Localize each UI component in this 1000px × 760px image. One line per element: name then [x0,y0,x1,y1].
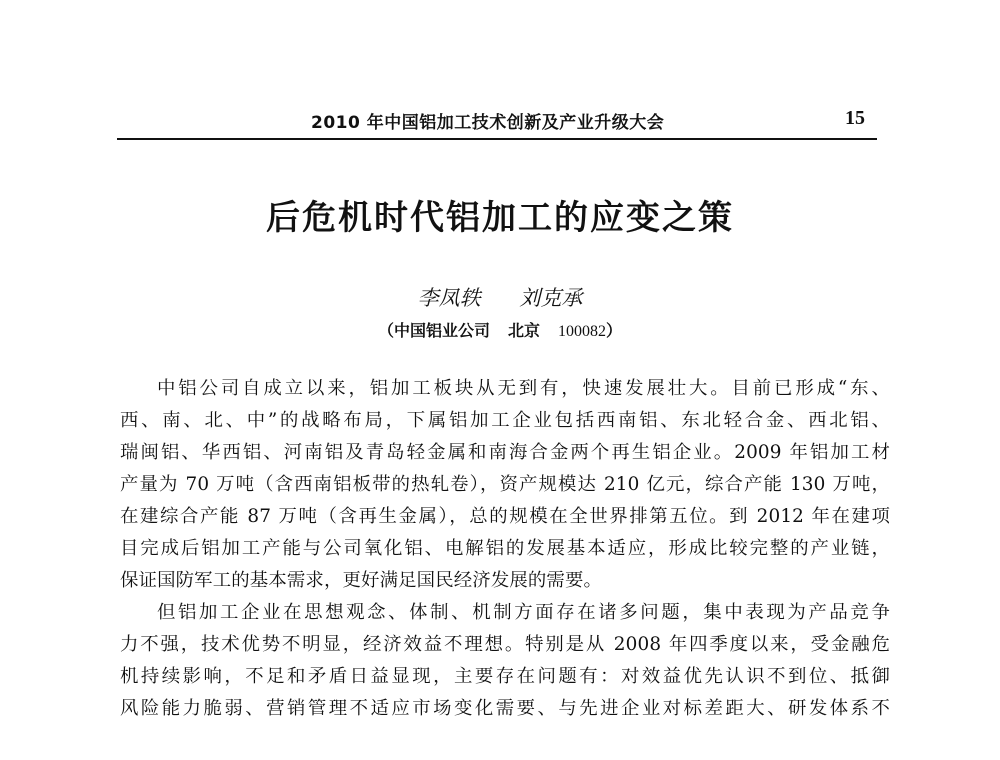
text-line: 在建综合产能 87 万吨（含再生金属），总的规模在全世界排第五位。到 2012 年在建项 [120,506,890,527]
affiliation-close-bracket: ） [606,321,623,340]
text-line: 目完成后铝加工产能与公司氧化铝、电解铝的发展基本适应，形成比较完整的产业链， [120,538,890,559]
conference-title: 2010 年中国铝加工技术创新及产业升级大会 [311,113,665,133]
text-line: 中铝公司自成立以来，铝加工板块从无到有，快速发展壮大。目前已形成“东、 [157,378,890,399]
body-paragraph [120,597,890,725]
author-list [0,282,1000,312]
article-body [120,373,890,725]
running-header [117,104,877,140]
text-line: 但铝加工企业在思想观念、体制、机制方面存在诸多问题，集中表现为产品竞争 [157,602,890,623]
text-line: 保证国防军工的基本需求，更好满足国民经济发展的需要。 [120,570,603,591]
text-line: 风险能力脆弱、营销管理不适应市场变化需要、与先进企业对标差距大、研发体系不 [120,698,890,719]
affiliation-organization: 中国铝业公司 [393,321,490,340]
page-number: 15 [845,107,865,129]
affiliation-open-bracket: （ [377,321,394,340]
text-line: 力不强，技术优势不明显，经济效益不理想。特别是从 2008 年四季度以来，受金融危 [120,634,890,655]
affiliation-postcode: 100082 [558,323,607,340]
author-name: 刘克承 [519,286,583,310]
author-affiliation [0,318,1000,341]
affiliation-city: 北京 [508,321,541,340]
text-line: 产量为 70 万吨（含西南铝板带的热轧卷），资产规模达 210 亿元，综合产能 130 万吨， [120,474,890,495]
article-title: 后危机时代铝加工的应变之策 [266,198,734,238]
body-paragraph [120,373,890,597]
text-line: 西、南、北、中”的战略布局，下属铝加工企业包括西南铝、东北轻合金、西北铝、 [120,410,890,431]
text-line: 瑞闽铝、华西铝、河南铝及青岛轻金属和南海合金两个再生铝企业。2009 年铝加工材 [120,442,890,463]
author-name: 李凤轶 [417,286,481,310]
text-line: 机持续影响，不足和矛盾日益显现，主要存在问题有：对效益优先认识不到位、抵御 [120,666,890,687]
